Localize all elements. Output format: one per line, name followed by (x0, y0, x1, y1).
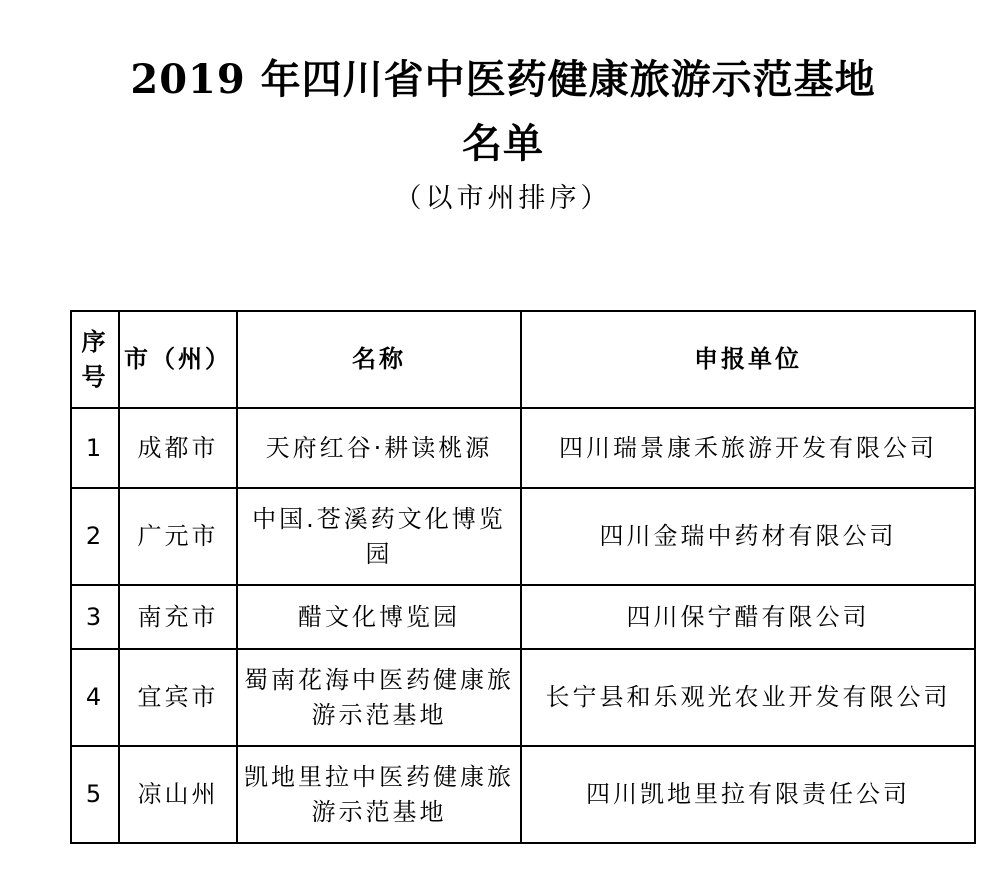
cell-city: 成都市 (119, 408, 237, 488)
table-row (71, 585, 975, 649)
table-row (71, 746, 975, 843)
document-title-continuation: 名单 (462, 120, 544, 167)
cell-unit: 四川凯地里拉有限责任公司 (521, 746, 975, 843)
cell-number: 5 (71, 746, 119, 843)
cell-name: 醋文化博览园 (237, 585, 521, 649)
table-row (71, 488, 975, 585)
cell-city: 凉山州 (119, 746, 237, 843)
cell-unit: 四川金瑞中药材有限公司 (521, 488, 975, 585)
cell-city: 宜宾市 (119, 649, 237, 746)
column-header-number: 序号 (71, 311, 119, 408)
cell-city: 广元市 (119, 488, 237, 585)
cell-city: 南充市 (119, 585, 237, 649)
cell-name: 中国.苍溪药文化博览园 (237, 488, 521, 585)
base-list-table (70, 310, 976, 844)
column-header-city: 市（州） (119, 311, 237, 408)
cell-unit: 长宁县和乐观光农业开发有限公司 (521, 649, 975, 746)
cell-number: 2 (71, 488, 119, 585)
cell-number: 1 (71, 408, 119, 488)
column-header-name: 名称 (237, 311, 521, 408)
table-header-row (71, 311, 975, 408)
cell-number: 3 (71, 585, 119, 649)
cell-number: 4 (71, 649, 119, 746)
cell-name: 凯地里拉中医药健康旅游示范基地 (237, 746, 521, 843)
cell-unit: 四川保宁醋有限公司 (521, 585, 975, 649)
table-row (71, 649, 975, 746)
cell-name: 天府红谷·耕读桃源 (237, 408, 521, 488)
document-title: 2019 年四川省中医药健康旅游示范基地 (130, 56, 876, 103)
cell-unit: 四川瑞景康禾旅游开发有限公司 (521, 408, 975, 488)
document-subtitle: （以市州排序） (394, 183, 612, 214)
column-header-unit: 申报单位 (521, 311, 975, 408)
table-row (71, 408, 975, 488)
cell-name: 蜀南花海中医药健康旅游示范基地 (237, 649, 521, 746)
